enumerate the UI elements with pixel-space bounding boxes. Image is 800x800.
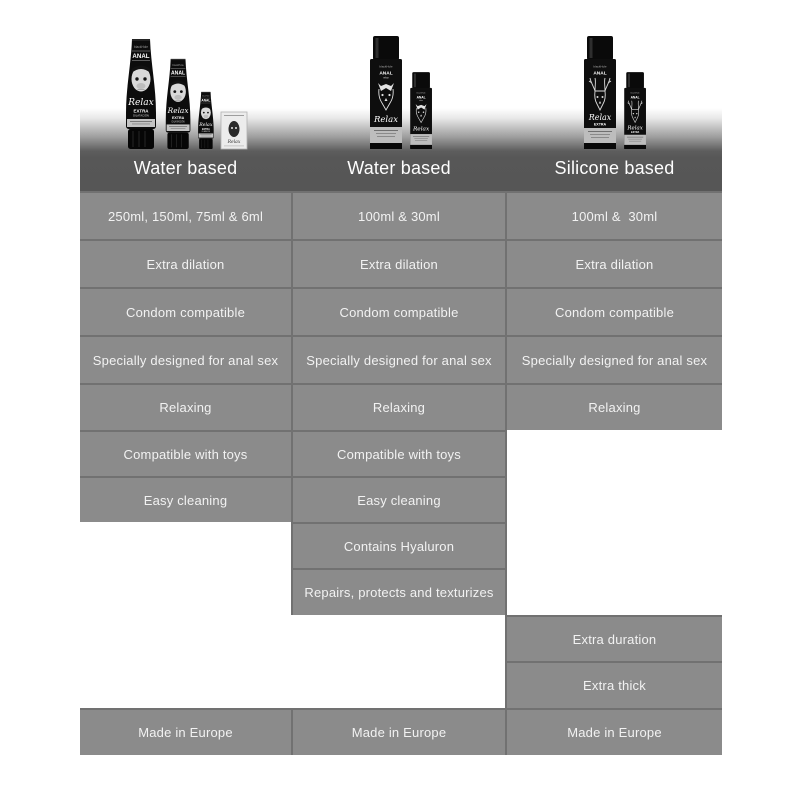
- feature-cell: Made in Europe: [293, 708, 505, 755]
- feature-cell: Made in Europe: [80, 708, 291, 755]
- feature-cell: 250ml, 150ml, 75ml & 6ml: [80, 191, 291, 239]
- feature-cell: 100ml & 30ml: [507, 191, 722, 239]
- feature-cell: Easy cleaning: [80, 476, 291, 522]
- extra-text: EXTRA: [593, 122, 607, 127]
- feature-cell: Extra dilation: [80, 239, 291, 287]
- column-header-water-based-2: Water based: [347, 158, 451, 178]
- feature-cell: Compatible with toys: [293, 430, 505, 476]
- feature-cell: Made in Europe: [507, 708, 722, 755]
- feature-cell: Easy cleaning: [293, 476, 505, 522]
- script-text: Relax: [227, 140, 241, 145]
- gorilla-icon: [132, 66, 151, 92]
- feature-cell: Repairs, protects and texturizes: [293, 568, 505, 615]
- product-title-text: ANAL: [379, 71, 393, 77]
- feature-cell: Extra dilation: [293, 239, 505, 287]
- column-divider: [291, 708, 293, 755]
- feature-cell: Condom compatible: [507, 287, 722, 335]
- brand-text: blackHole: [379, 64, 393, 69]
- sachet-icon: [221, 112, 247, 149]
- product-image-silicone-based-bottles: [580, 35, 654, 154]
- extra2-text: DILATACIÓN: [133, 114, 149, 118]
- product-title-text: ANAL: [593, 71, 607, 77]
- column-divider: [291, 191, 293, 615]
- script-text: Relax: [373, 115, 399, 125]
- product-image-water-based-bottles: [366, 35, 440, 154]
- column-divider: [505, 191, 507, 755]
- feature-cell: Specially designed for anal sex: [80, 335, 291, 383]
- feature-cell: Relaxing: [507, 383, 722, 430]
- feature-cell: Contains Hyaluron: [293, 522, 505, 568]
- feature-cell: Compatible with toys: [80, 430, 291, 476]
- feature-cell: Condom compatible: [80, 287, 291, 335]
- product-title-text: ANAL: [132, 53, 150, 60]
- feature-cell: Extra duration: [507, 615, 722, 661]
- column-header-water-based-1: Water based: [133, 158, 238, 178]
- feature-cell: Extra dilation: [507, 239, 722, 287]
- brand-text: blackHole: [593, 64, 607, 69]
- feature-cell: Specially designed for anal sex: [507, 335, 722, 383]
- bottle-icon: [584, 36, 616, 149]
- product-subtitle-text: relax: [383, 76, 389, 80]
- feature-cell: Relaxing: [80, 383, 291, 430]
- tube-icon: [126, 39, 156, 149]
- feature-cell: 100ml & 30ml: [293, 191, 505, 239]
- feature-cell: Relaxing: [293, 383, 505, 430]
- brand-text: blackHole: [134, 45, 148, 49]
- script-text: Relax: [588, 113, 612, 122]
- script-text: Relax: [128, 98, 154, 108]
- product-image-water-based-tubes: [122, 37, 256, 153]
- column-header-silicone-based: Silicone based: [554, 158, 675, 178]
- feature-cell: Extra thick: [507, 661, 722, 708]
- feature-cell: Condom compatible: [293, 287, 505, 335]
- extra-text: EXTRA: [133, 108, 149, 114]
- bottle-icon: [370, 36, 402, 149]
- feature-cell: Specially designed for anal sex: [293, 335, 505, 383]
